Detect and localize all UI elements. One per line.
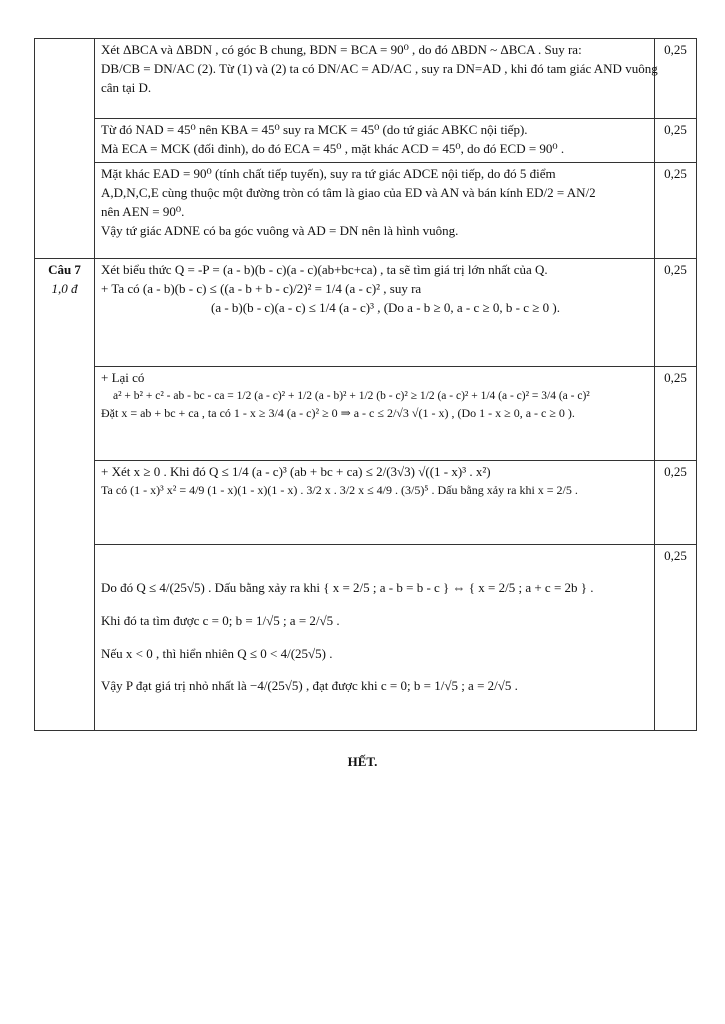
step-text: Ta có (1 - x)³ x² = 4/9 (1 - x)(1 - x)(1 - x) . 3/2 x . 3/2 x ≤ 4/9 . (3/5)⁵ . Dấu bằng xảy ra khi x = 2/5 . <box>101 482 578 497</box>
score-cell: 0,25 <box>655 163 697 259</box>
answer-step <box>95 259 655 367</box>
table-row <box>35 545 697 731</box>
step-text: + Xét x ≥ 0 . Khi đó Q ≤ 1/4 (a - c)³ (ab + bc + ca) ≤ 2/(3√3) √((1 - x)³ . x²) <box>101 464 491 479</box>
step-text: Xét biểu thức Q = -P = (a - b)(b - c)(a - c)(ab+bc+ca) , ta sẽ tìm giá trị lớn nhất của Q. <box>101 262 548 277</box>
step-text: + Lại có <box>101 370 145 385</box>
step-text: Do đó Q ≤ 4/(25√5) . Dấu bằng xảy ra khi { x = 2/5 ; a - b = b - c } ⇔ { x = 2/5 ; a + c = 2b } . <box>101 579 594 595</box>
step-text: Vậy P đạt giá trị nhỏ nhất là −4/(25√5) , đạt được khi c = 0; b = 1/√5 ; a = 2/√5 . <box>101 678 518 694</box>
answer-step <box>95 39 658 119</box>
table-row <box>35 259 697 367</box>
step-text: (a - b)(b - c)(a - c) ≤ 1/4 (a - c)³ , (Do a - b ≥ 0, a - c ≥ 0, b - c ≥ 0 ). <box>211 299 560 315</box>
question-number: Câu 7 <box>48 262 81 277</box>
answer-step <box>95 119 655 163</box>
question-label-cell <box>35 259 95 731</box>
step-text: nên AEN = 90⁰. <box>101 203 185 219</box>
step-text: a² + b² + c² - ab - bc - ca = 1/2 (a - c)² + 1/2 (a - b)² + 1/2 (b - c)² ≥ 1/2 (a - c)² + 1/4 (a - c)² = 3/4 (a - c)² <box>113 389 590 402</box>
answer-step <box>95 545 655 731</box>
score-cell: 0,25 <box>655 39 697 119</box>
step-text: Khi đó ta tìm được c = 0; b = 1/√5 ; a = 2/√5 . <box>101 612 340 628</box>
step-text: Nếu x < 0 , thì hiển nhiên Q ≤ 0 < 4/(25√5) . <box>101 645 333 661</box>
table-row <box>35 367 697 461</box>
question-points: 1,0 đ <box>51 280 78 296</box>
score-cell: 0,25 <box>655 545 697 731</box>
step-text: + Ta có (a - b)(b - c) ≤ ((a - b + b - c)/2)² = 1/4 (a - c)² , suy ra <box>101 280 422 296</box>
score-cell: 0,25 <box>655 259 697 367</box>
step-text: Mặt khác EAD = 90⁰ (tính chất tiếp tuyến), suy ra tứ giác ADCE nội tiếp, do đó 5 điểm <box>101 166 556 181</box>
question-label-cell-empty <box>35 39 95 259</box>
step-text: DB/CB = DN/AC (2). Từ (1) và (2) ta có DN/AC = AD/AC , suy ra DN=AD , khi đó tam giác AND vuông <box>101 60 658 76</box>
step-text: Xét ΔBCA và ΔBDN , có góc B chung, BDN = BCA = 90⁰ , do đó ΔBDN ~ ΔBCA . Suy ra: <box>101 42 582 57</box>
step-text: Mà ECA = MCK (đối đỉnh), do đó ECA = 45⁰ , mặt khác ACD = 45⁰, do đó ECD = 90⁰ . <box>101 140 565 156</box>
answer-step <box>95 367 655 461</box>
step-text: cân tại D. <box>101 79 152 95</box>
step-text: Vậy tứ giác ADNE có ba góc vuông và AD = DN nên là hình vuông. <box>101 222 459 238</box>
end-mark: HẾT. <box>347 754 378 769</box>
score-cell: 0,25 <box>655 461 697 545</box>
table-row <box>35 39 697 119</box>
step-text: Đặt x = ab + bc + ca , ta có 1 - x ≥ 3/4 (a - c)² ≥ 0 ⇒ a - c ≤ 2/√3 √(1 - x) , (Do 1 - x ≥ 0, a - c ≥ 0 ). <box>101 405 575 420</box>
score-cell: 0,25 <box>655 367 697 461</box>
step-text: Từ đó NAD = 45⁰ nên KBA = 45⁰ suy ra MCK = 45⁰ (do tứ giác ABKC nội tiếp). <box>101 122 528 137</box>
grading-table <box>34 38 697 731</box>
answer-step <box>95 461 655 545</box>
score-cell: 0,25 <box>655 119 697 163</box>
answer-step <box>95 163 655 259</box>
table-row <box>35 163 697 259</box>
step-text: A,D,N,C,E cùng thuộc một đường tròn có tâm là giao của ED và AN và bán kính ED/2 = AN/2 <box>101 184 596 200</box>
table-row <box>35 119 697 163</box>
table-row <box>35 461 697 545</box>
